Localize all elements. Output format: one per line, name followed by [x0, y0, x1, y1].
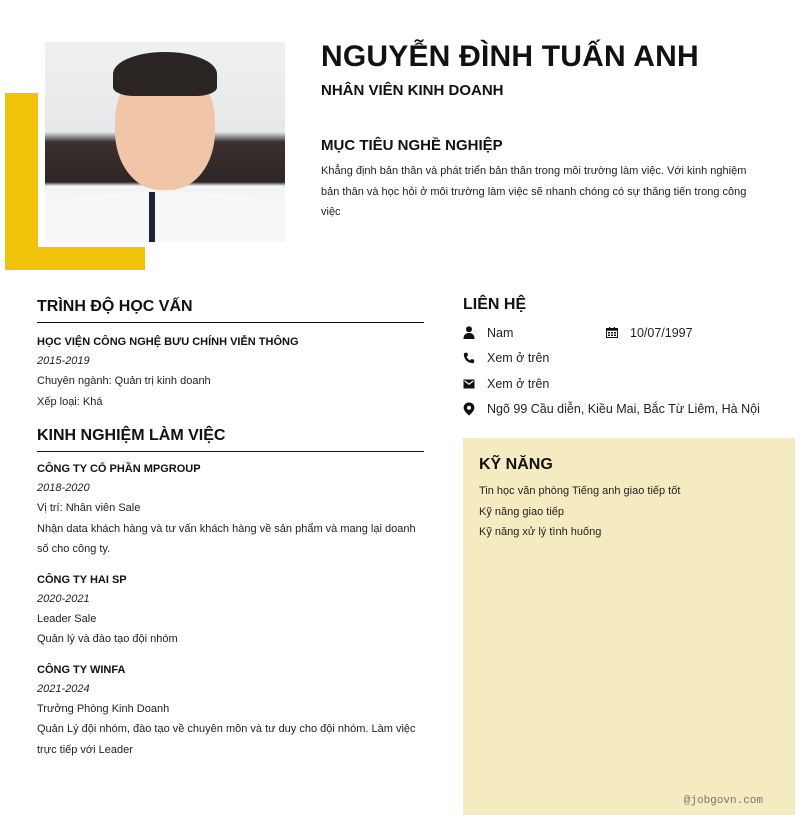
- objective-heading: MỤC TIÊU NGHỀ NGHIỆP: [321, 137, 503, 154]
- company-name: CÔNG TY HAI SP: [37, 573, 127, 586]
- location-pin-icon: [463, 403, 475, 415]
- education-years: 2015-2019: [37, 355, 90, 367]
- experience-entry: [37, 661, 424, 761]
- watermark: @jobgovn.com: [683, 795, 763, 807]
- education-heading: TRÌNH ĐỘ HỌC VẤN: [37, 298, 424, 323]
- contact-heading: LIÊN HỆ: [463, 296, 527, 313]
- phone-value[interactable]: Xem ở trên: [487, 351, 550, 366]
- experience-position: Trưởng Phòng Kinh Doanh: [37, 702, 170, 715]
- left-column: [37, 298, 424, 760]
- skill-item: Kỹ năng giao tiếp: [479, 505, 565, 518]
- experience-position: Leader Sale: [37, 612, 97, 625]
- gender-value: Nam: [487, 325, 514, 340]
- email-value[interactable]: Xem ở trên: [487, 376, 550, 391]
- company-name: CÔNG TY CỔ PHẦN MPGROUP: [37, 463, 201, 475]
- experience-description: Quản Lý đội nhóm, đào tạo về chuyên môn và tư duy cho đội nhóm. Làm việc trực tiếp với Leader: [37, 723, 416, 756]
- objective-text: Khẳng định bản thân và phát triển bản thân trong môi trường làm việc. Với kinh nghiệm bản thân và học hỏi ở môi trường làm việc sẽ nhanh chóng có sự thăng tiến trong công việc: [321, 165, 747, 218]
- photo-shirt: [45, 192, 285, 242]
- experience-years: 2018-2020: [37, 482, 90, 494]
- yellow-frame-horizontal: [5, 247, 145, 270]
- profile-photo: [45, 42, 285, 242]
- experience-section: [37, 427, 424, 760]
- address-value: Ngõ 99 Cầu diễn, Kiều Mai, Bắc Từ Liêm, Hà Nội: [487, 402, 760, 417]
- photo-lanyard: [149, 192, 155, 242]
- experience-description: Quản lý và đào tạo đội nhóm: [37, 633, 178, 645]
- experience-entry: [37, 460, 424, 560]
- job-title: NHÂN VIÊN KINH DOANH: [321, 82, 504, 99]
- candidate-name: NGUYỄN ĐÌNH TUẤN ANH: [321, 40, 699, 73]
- experience-entry: [37, 571, 424, 650]
- yellow-frame-vertical: [5, 93, 38, 270]
- skills-panel: [463, 438, 795, 815]
- education-section: [37, 298, 424, 412]
- contact-row-address: [463, 397, 793, 423]
- skill-item: Tin học văn phòng Tiếng anh giao tiếp tốt: [479, 485, 681, 497]
- experience-heading: KINH NGHIỆM LÀM VIỆC: [37, 427, 424, 452]
- skill-item: Kỹ năng xử lý tình huống: [479, 526, 602, 538]
- experience-position: Vị trí: Nhân viên Sale: [37, 502, 141, 514]
- company-name: CÔNG TY WINFA: [37, 663, 126, 676]
- contact-birthday: [606, 326, 693, 340]
- photo-hair: [113, 52, 217, 96]
- experience-years: 2020-2021: [37, 592, 90, 605]
- skills-list: [479, 481, 680, 543]
- education-major: Chuyên ngành: Quản trị kinh doanh: [37, 375, 211, 387]
- experience-years: 2021-2024: [37, 682, 90, 695]
- mail-icon: [463, 378, 475, 390]
- phone-icon: [463, 352, 475, 364]
- contact-gender: [463, 326, 606, 340]
- education-entry: [37, 333, 424, 412]
- school-name: HỌC VIỆN CÔNG NGHỆ BƯU CHÍNH VIỄN THÔNG: [37, 336, 299, 348]
- contact-row-email: [463, 371, 793, 397]
- contact-section: [463, 296, 793, 422]
- experience-description: Nhận data khách hàng và tư vấn khách hàng về sản phẩm và mang lại doanh số cho công ty.: [37, 522, 416, 555]
- calendar-icon: [606, 327, 618, 339]
- contact-row-phone: [463, 346, 793, 372]
- skills-heading: KỸ NĂNG: [479, 456, 553, 473]
- contact-row-gender-birthday: [463, 320, 793, 346]
- birthday-value: 10/07/1997: [630, 325, 693, 340]
- person-icon: [463, 327, 475, 339]
- education-grade: Xếp loại: Khá: [37, 395, 103, 408]
